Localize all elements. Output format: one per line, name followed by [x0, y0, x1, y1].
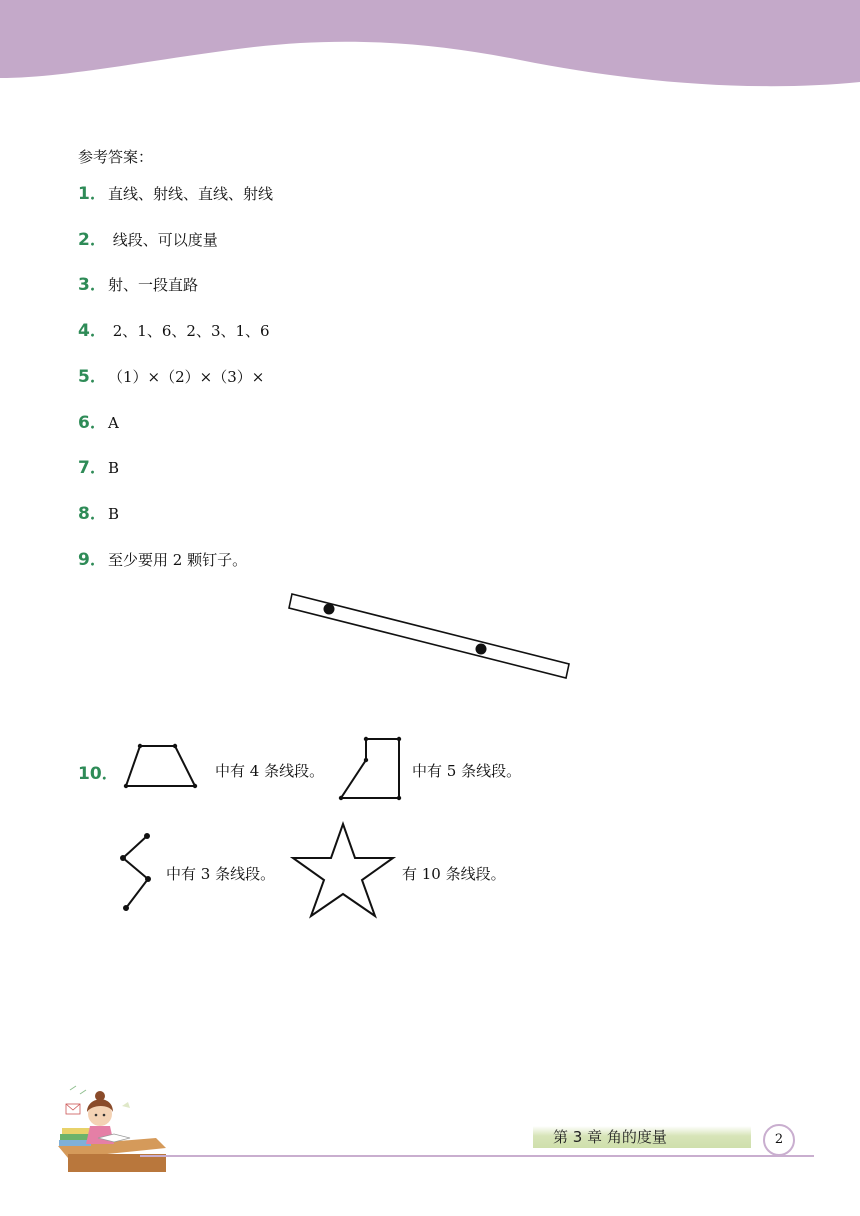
zigzag-label: 中有 3 条线段。	[166, 865, 276, 883]
answer-number: 9．	[78, 550, 107, 570]
answer-item-5	[78, 362, 264, 387]
chapter-title: 第 3 章 角的度量	[553, 1128, 667, 1146]
nail-dot	[476, 644, 487, 655]
answer-item-9	[78, 545, 247, 570]
answer-text: A	[108, 414, 119, 432]
answer-number: 5．	[78, 367, 107, 387]
answer-text: 线段、可以度量	[108, 231, 218, 249]
trapezoid-label: 中有 4 条线段。	[215, 762, 325, 780]
answer-number: 2．	[78, 230, 107, 250]
zigzag-figure	[116, 830, 158, 914]
answer-text: B	[108, 505, 120, 523]
answer-item-6	[78, 408, 119, 433]
answer-number: 6．	[78, 413, 107, 433]
footer-divider	[140, 1155, 814, 1157]
trapezoid-figure	[120, 740, 202, 792]
answer-text: 至少要用 2 颗钉子。	[108, 551, 248, 569]
nail-dot	[324, 604, 335, 615]
answer-item-3	[78, 270, 198, 295]
answer-number: 10．	[78, 764, 119, 784]
answer-text: B	[108, 459, 120, 477]
page-number: 2	[763, 1124, 795, 1156]
star-label: 有 10 条线段。	[402, 865, 506, 883]
header-wave-banner	[0, 0, 860, 100]
answer-text: （1）×（2）×（3）×	[108, 368, 265, 386]
answer-number: 3．	[78, 275, 107, 295]
nailed-strip-figure	[285, 588, 575, 684]
pentagon-figure	[336, 734, 406, 804]
answer-number: 7．	[78, 458, 107, 478]
answer-item-8	[78, 499, 119, 524]
answer-number: 4．	[78, 321, 107, 341]
answer-item-2	[78, 225, 218, 250]
pentagon-label: 中有 5 条线段。	[412, 762, 522, 780]
answer-item-10	[78, 759, 119, 784]
answer-number: 1．	[78, 184, 107, 204]
student-reading-illustration	[56, 1084, 168, 1174]
answer-item-1	[78, 179, 273, 204]
answer-text: 2、1、6、2、3、1、6	[108, 322, 270, 340]
answer-number: 8．	[78, 504, 107, 524]
answer-item-7	[78, 453, 119, 478]
star-figure	[287, 820, 399, 922]
answer-text: 射、一段直路	[108, 276, 199, 294]
answer-item-4	[78, 316, 270, 341]
answer-text: 直线、射线、直线、射线	[108, 185, 274, 203]
answer-key-heading: 参考答案：	[78, 148, 154, 166]
